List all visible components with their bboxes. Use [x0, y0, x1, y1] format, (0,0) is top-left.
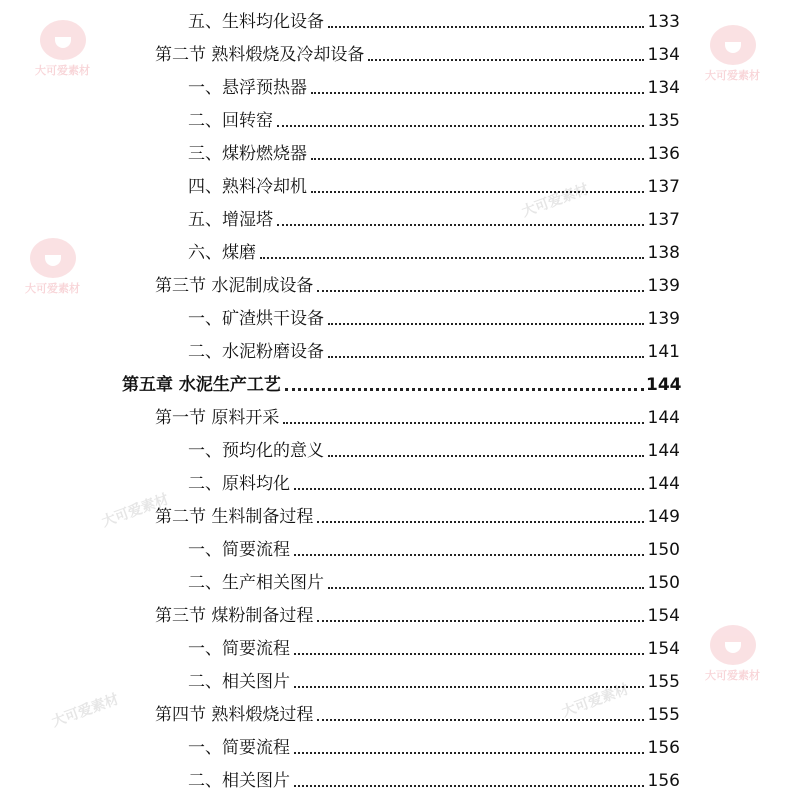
watermark-faint: 大可爱素材: [99, 491, 171, 531]
toc-entry-item[interactable]: [188, 761, 680, 791]
toc-entry-page: 154: [647, 639, 680, 659]
toc-entry-item[interactable]: [188, 299, 680, 329]
toc-entry-page: 150: [647, 573, 680, 593]
toc-entry-item[interactable]: [188, 464, 680, 494]
toc-entry-title: 二、相关图片: [188, 672, 290, 692]
watermark-logo: [705, 625, 760, 683]
watermark-faint: 大可爱素材: [49, 691, 121, 731]
toc-entry-title: 第一节 原料开采: [155, 408, 280, 428]
toc-entry-chapter[interactable]: [122, 365, 680, 395]
dot-leader: [328, 587, 644, 589]
toc-entry-title: 二、相关图片: [188, 771, 290, 791]
watermark-face-icon: [40, 20, 86, 60]
watermark-logo: [25, 238, 80, 296]
toc-entry-page: 155: [647, 705, 680, 725]
toc-entry-title: 一、简要流程: [188, 540, 290, 560]
toc-entry-title: 二、水泥粉磨设备: [188, 342, 324, 362]
toc-entry-item[interactable]: [188, 68, 680, 98]
toc-entry-item[interactable]: [188, 662, 680, 692]
watermark-logo: [35, 20, 90, 78]
watermark-face-icon: [30, 238, 76, 278]
toc-entry-page: 141: [647, 342, 680, 362]
toc-entry-page: 134: [647, 45, 680, 65]
dot-leader: [294, 785, 644, 787]
toc-entry-title: 二、回转窑: [188, 111, 273, 131]
watermark-faint: 大可爱素材: [559, 681, 631, 721]
toc-entry-title: 第二节 熟料煅烧及冷却设备: [155, 45, 365, 65]
toc-entry-section[interactable]: [155, 35, 680, 65]
toc-entry-page: 137: [647, 177, 680, 197]
toc-entry-title: 一、悬浮预热器: [188, 78, 307, 98]
toc-entry-item[interactable]: [188, 728, 680, 758]
toc-entry-title: 二、原料均化: [188, 474, 290, 494]
toc-entry-page: 138: [647, 243, 680, 263]
toc-entry-page: 154: [647, 606, 680, 626]
toc-entry-page: 144: [647, 441, 680, 461]
toc-entry-title: 第五章 水泥生产工艺: [122, 375, 281, 395]
toc-entry-item[interactable]: [188, 134, 680, 164]
toc-entry-page: 144: [646, 375, 682, 395]
dot-leader: [311, 191, 644, 193]
watermark-logo: [705, 25, 760, 83]
toc-entry-item[interactable]: [188, 2, 680, 32]
dot-leader: [285, 388, 644, 391]
toc-entry-title: 第三节 水泥制成设备: [155, 276, 314, 296]
dot-leader: [328, 455, 644, 457]
dot-leader: [328, 26, 644, 28]
toc-entry-page: 139: [647, 309, 680, 329]
toc-entry-title: 第三节 煤粉制备过程: [155, 606, 314, 626]
toc-entry-title: 四、熟料冷却机: [188, 177, 307, 197]
toc-entry-section[interactable]: [155, 266, 680, 296]
toc-entry-item[interactable]: [188, 563, 680, 593]
dot-leader: [311, 92, 644, 94]
toc-entry-page: 144: [647, 474, 680, 494]
dot-leader: [311, 158, 644, 160]
dot-leader: [328, 323, 644, 325]
toc-entry-item[interactable]: [188, 167, 680, 197]
toc-entry-page: 136: [647, 144, 680, 164]
dot-leader: [277, 125, 644, 127]
dot-leader: [294, 653, 644, 655]
dot-leader: [317, 521, 644, 523]
toc-entry-item[interactable]: [188, 200, 680, 230]
toc-entry-title: 第二节 生料制备过程: [155, 507, 314, 527]
dot-leader: [294, 752, 644, 754]
toc-entry-title: 一、简要流程: [188, 738, 290, 758]
toc-entry-page: 135: [647, 111, 680, 131]
toc-entry-page: 133: [647, 12, 680, 32]
toc-entry-page: 156: [647, 771, 680, 791]
dot-leader: [294, 686, 644, 688]
dot-leader: [294, 488, 644, 490]
toc-entry-title: 五、增湿塔: [188, 210, 273, 230]
toc-entry-section[interactable]: [155, 497, 680, 527]
toc-entry-section[interactable]: [155, 695, 680, 725]
dot-leader: [317, 719, 644, 721]
toc-entry-page: 137: [647, 210, 680, 230]
watermark-faint: 大可爱素材: [519, 181, 591, 221]
toc-entry-item[interactable]: [188, 530, 680, 560]
dot-leader: [317, 620, 644, 622]
dot-leader: [294, 554, 644, 556]
watermark-face-icon: [710, 625, 756, 665]
toc-entry-title: 三、煤粉燃烧器: [188, 144, 307, 164]
toc-entry-title: 第四节 熟料煅烧过程: [155, 705, 314, 725]
toc-entry-section[interactable]: [155, 398, 680, 428]
watermark-text: 大可爱素材: [25, 282, 80, 295]
toc-entry-page: 150: [647, 540, 680, 560]
toc-entry-title: 二、生产相关图片: [188, 573, 324, 593]
toc-entry-item[interactable]: [188, 233, 680, 263]
toc-entry-title: 五、生料均化设备: [188, 12, 324, 32]
toc-entry-item[interactable]: [188, 101, 680, 131]
watermark-text: 大可爱素材: [705, 69, 760, 82]
dot-leader: [277, 224, 644, 226]
watermark-face-icon: [710, 25, 756, 65]
toc-entry-item[interactable]: [188, 332, 680, 362]
toc-entry-title: 一、预均化的意义: [188, 441, 324, 461]
dot-leader: [328, 356, 644, 358]
watermark-text: 大可爱素材: [705, 669, 760, 682]
dot-leader: [260, 257, 644, 259]
toc-entry-page: 139: [647, 276, 680, 296]
toc-entry-title: 六、煤磨: [188, 243, 256, 263]
toc-entry-section[interactable]: [155, 596, 680, 626]
dot-leader: [317, 290, 644, 292]
toc-entry-item[interactable]: [188, 629, 680, 659]
toc-entry-page: 134: [647, 78, 680, 98]
watermark-text: 大可爱素材: [35, 64, 90, 77]
toc-entry-title: 一、矿渣烘干设备: [188, 309, 324, 329]
toc-entry-page: 156: [647, 738, 680, 758]
toc-entry-item[interactable]: [188, 431, 680, 461]
toc-entry-page: 144: [647, 408, 680, 428]
toc-entry-page: 155: [647, 672, 680, 692]
dot-leader: [283, 422, 644, 424]
toc-entry-title: 一、简要流程: [188, 639, 290, 659]
dot-leader: [368, 59, 644, 61]
toc-entry-page: 149: [647, 507, 680, 527]
